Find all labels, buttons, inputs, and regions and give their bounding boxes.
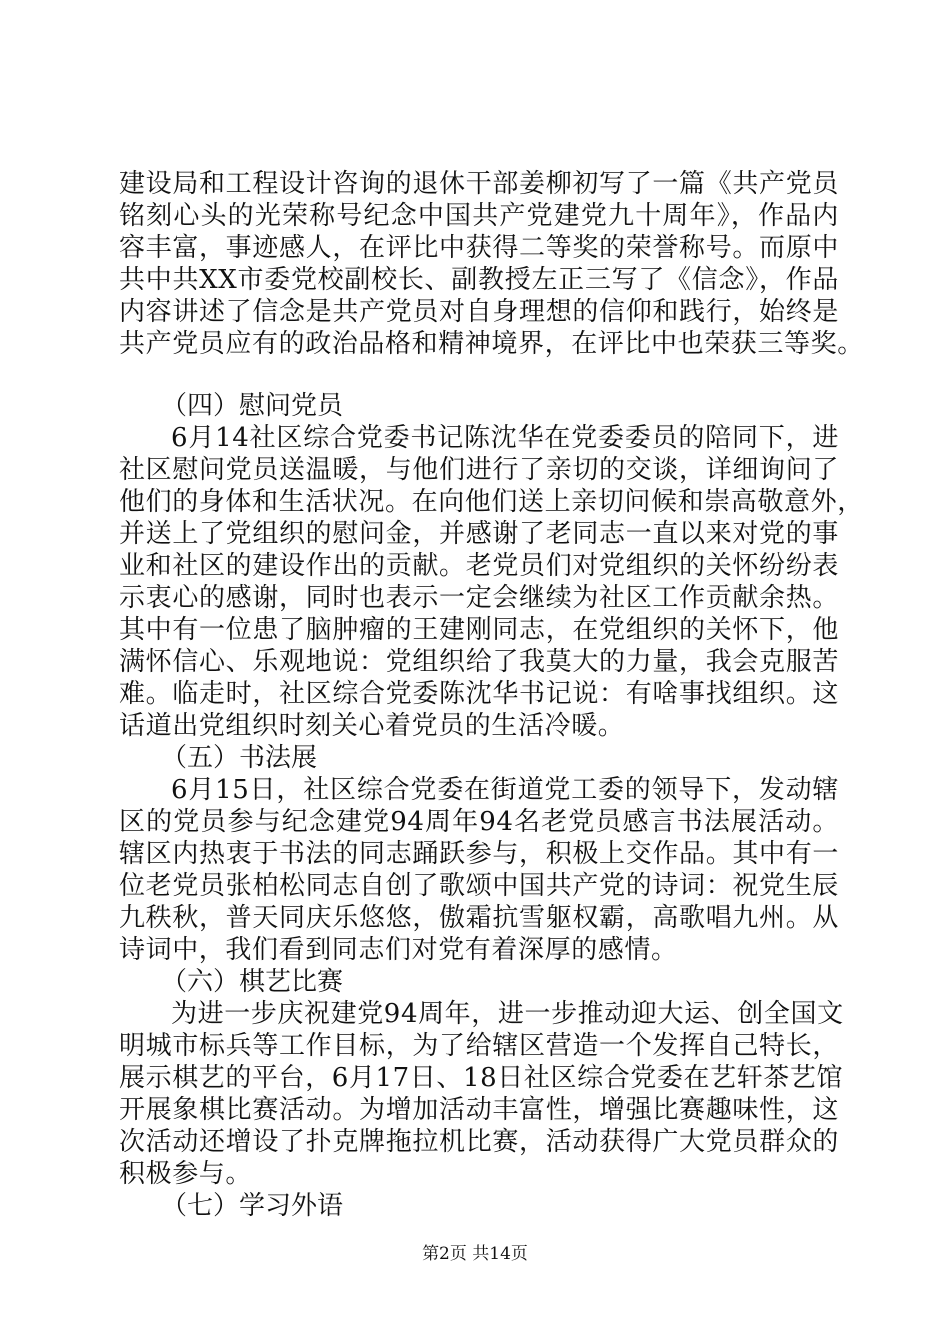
document-body (119, 168, 864, 1222)
text-line: 建设局和工程设计咨询的退休干部姜柳初写了一篇《共产党员 (119, 169, 839, 199)
section-heading-calligraphy: （五）书法展 (161, 743, 318, 773)
text-line: 话道出党组织时刻关心着党员的生活冷暖。 (119, 711, 625, 741)
text-line: 6月14社区综合党委书记陈沈华在党委委员的陪同下，进 (171, 423, 839, 453)
page-number-footer: 第2页 共14页 (422, 1244, 528, 1264)
text-line: 铭刻心头的光荣称号纪念中国共产党建党九十周年》，作品内 (119, 201, 839, 231)
text-line: 辖区内热衷于书法的同志踊跃参与，积极上交作品。其中有一 (119, 839, 839, 869)
section-heading-foreign-language: （七）学习外语 (161, 1191, 344, 1221)
paragraph-chess (119, 998, 844, 1190)
text-line: 明城市标兵等工作目标，为了给辖区营造一个发挥自己特长， (119, 1031, 839, 1061)
text-line: 6月15日，社区综合党委在街道党工委的领导下，发动辖 (171, 775, 839, 805)
paragraph-gap (119, 360, 839, 390)
text-line: 共产党员应有的政治品格和精神境界，在评比中也荣获三等奖。 (119, 329, 864, 359)
text-line: 他们的身体和生活状况。在向他们送上亲切问候和崇高敬意外， (119, 487, 864, 517)
text-line: 区的党员参与纪念建党94周年94名老党员感言书法展活动。 (119, 807, 839, 837)
text-line: 示衷心的感谢，同时也表示一定会继续为社区工作贡献余热。 (119, 583, 839, 613)
text-line: 其中有一位患了脑肿瘤的王建刚同志，在党组织的关怀下，他 (119, 615, 839, 645)
paragraph-essay-awards (119, 168, 864, 360)
text-line: 位老党员张柏松同志自创了歌颂中国共产党的诗词：祝党生辰 (119, 871, 839, 901)
text-line: 容丰富，事迹感人，在评比中获得二等奖的荣誉称号。而原中 (119, 233, 839, 263)
text-line: 次活动还增设了扑克牌拖拉机比赛，活动获得广大党员群众的 (119, 1127, 839, 1157)
text-line: 为进一步庆祝建党94周年，进一步推动迎大运、创全国文 (171, 999, 844, 1029)
paragraph-calligraphy (119, 774, 839, 966)
text-line: 展示棋艺的平台，6月17日、18日社区综合党委在艺轩茶艺馆 (119, 1063, 844, 1093)
text-line: 社区慰问党员送温暖，与他们进行了亲切的交谈，详细询问了 (119, 455, 839, 485)
text-line: 积极参与。 (119, 1159, 253, 1189)
text-line: 开展象棋比赛活动。为增加活动丰富性，增强比赛趣味性，这 (119, 1095, 839, 1125)
text-line: 并送上了党组织的慰问金，并感谢了老同志一直以来对党的事 (119, 519, 839, 549)
section-heading-visit-members: （四）慰问党员 (161, 391, 344, 421)
text-line: 内容讲述了信念是共产党员对自身理想的信仰和践行，始终是 (119, 297, 839, 327)
text-line: 诗词中，我们看到同志们对党有着深厚的感情。 (119, 935, 678, 965)
text-line: 满怀信心、乐观地说：党组织给了我莫大的力量，我会克服苦 (119, 647, 839, 677)
text-line: 共中共XX市委党校副校长、副教授左正三写了《信念》，作品 (119, 265, 839, 295)
text-line: 难。临走时，社区综合党委陈沈华书记说：有啥事找组织。这 (119, 679, 839, 709)
paragraph-visit-members (119, 422, 864, 742)
text-line: 九秩秋，普天同庆乐悠悠，傲霜抗雪躯权霸，高歌唱九州。从 (119, 903, 839, 933)
section-heading-chess: （六）棋艺比赛 (161, 967, 344, 997)
text-line: 业和社区的建设作出的贡献。老党员们对党组织的关怀纷纷表 (119, 551, 839, 581)
